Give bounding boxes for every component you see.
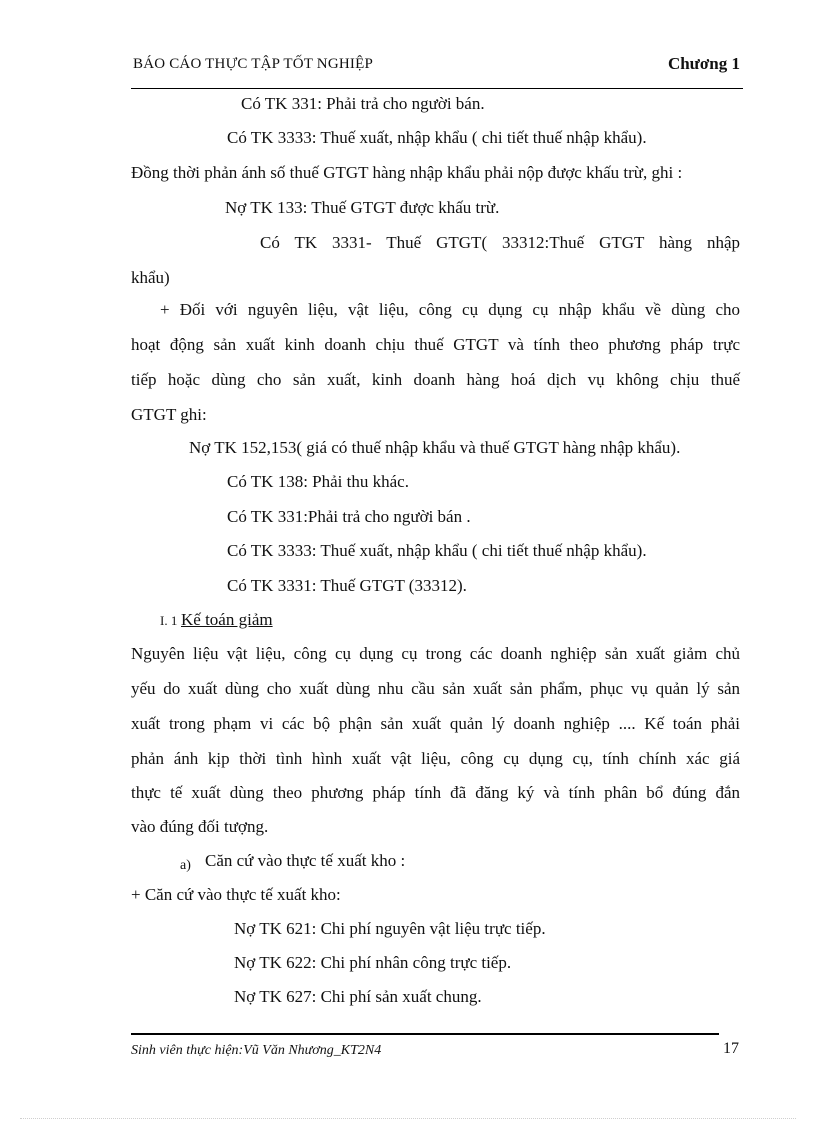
chapter-label: Chương 1 (667, 54, 740, 73)
text-line: Có TK 3333: Thuế xuất, nhập khẩu ( chi tiết thuế nhập khẩu). (227, 128, 647, 147)
paragraph-line: xuất trong phạm vi các bộ phận sản xuất quản lý doanh nghiệp .... Kế toán phải (131, 714, 740, 733)
text-line: Có TK 331: Phải trả cho người bán. (241, 94, 485, 113)
subsection-number: a) (180, 858, 191, 873)
text-line: Nợ TK 133: Thuế GTGT được khấu trừ. (225, 198, 500, 217)
paragraph-line: + Đối với nguyên liệu, vật liệu, công cụ dụng cụ nhập khẩu về dùng cho (160, 300, 740, 319)
paragraph-line: thực tế xuất dùng theo phương pháp tính đã đăng ký và tính phân bổ đúng đắn (131, 783, 740, 802)
footer-divider (131, 1033, 719, 1035)
text-line: Có TK 3333: Thuế xuất, nhập khẩu ( chi tiết thuế nhập khẩu). (227, 541, 647, 560)
text-line: Nợ TK 622: Chi phí nhân công trực tiếp. (234, 953, 512, 972)
text-line: Đồng thời phản ánh số thuế GTGT hàng nhập khẩu phải nộp được khấu trừ, ghi : (131, 163, 683, 182)
text-line: Nợ TK 152,153( giá có thuế nhập khẩu và thuế GTGT hàng nhập khẩu). (189, 438, 681, 457)
text-line: + Căn cứ vào thực tế xuất kho: (131, 885, 341, 904)
text-line: Có TK 138: Phải thu khác. (227, 472, 409, 491)
text-line: khẩu) (131, 268, 170, 287)
paragraph-line: hoạt động sản xuất kinh doanh chịu thuế GTGT và tính theo phương pháp trực (131, 335, 740, 354)
paragraph-line: yếu do xuất dùng cho xuất dùng nhu cầu sản xuất sản phẩm, phục vụ quản lý sản (131, 679, 740, 698)
subsection-heading: Căn cứ vào thực tế xuất kho : (205, 851, 406, 870)
author-line: Sinh viên thực hiện:Vũ Văn Nhương_KT2N4 (131, 1043, 382, 1058)
paragraph-line: GTGT ghi: (131, 405, 207, 424)
text-line: Nợ TK 621: Chi phí nguyên vật liệu trực tiếp. (234, 919, 546, 938)
section-heading: Kế toán giảm (181, 610, 273, 629)
report-title: BÁO CÁO THỰC TẬP TỐT NGHIỆP (133, 56, 373, 72)
text-line: Có TK 331:Phải trả cho người bán . (227, 507, 471, 526)
paragraph-line: Nguyên liệu vật liệu, công cụ dụng cụ trong các doanh nghiệp sản xuất giảm chủ (131, 644, 740, 663)
text-line: Nợ TK 627: Chi phí sản xuất chung. (234, 987, 482, 1006)
page-number: 17 (723, 1040, 739, 1057)
paragraph-line: phản ánh kịp thời tình hình xuất vật liệu, công cụ dụng cụ, tính chính xác giá (131, 749, 740, 768)
section-number: I. 1 (160, 613, 178, 628)
text-line: Có TK 3331: Thuế GTGT (33312). (227, 576, 467, 595)
page-edge-dotted-line (20, 1118, 796, 1119)
paragraph-line: vào đúng đối tượng. (131, 817, 269, 836)
paragraph-line: tiếp hoặc dùng cho sản xuất, kinh doanh hàng hoá dịch vụ không chịu thuế (131, 370, 740, 389)
header-divider (131, 88, 743, 89)
text-line: Có TK 3331- Thuế GTGT( 33312:Thuế GTGT hàng nhập (260, 233, 740, 252)
